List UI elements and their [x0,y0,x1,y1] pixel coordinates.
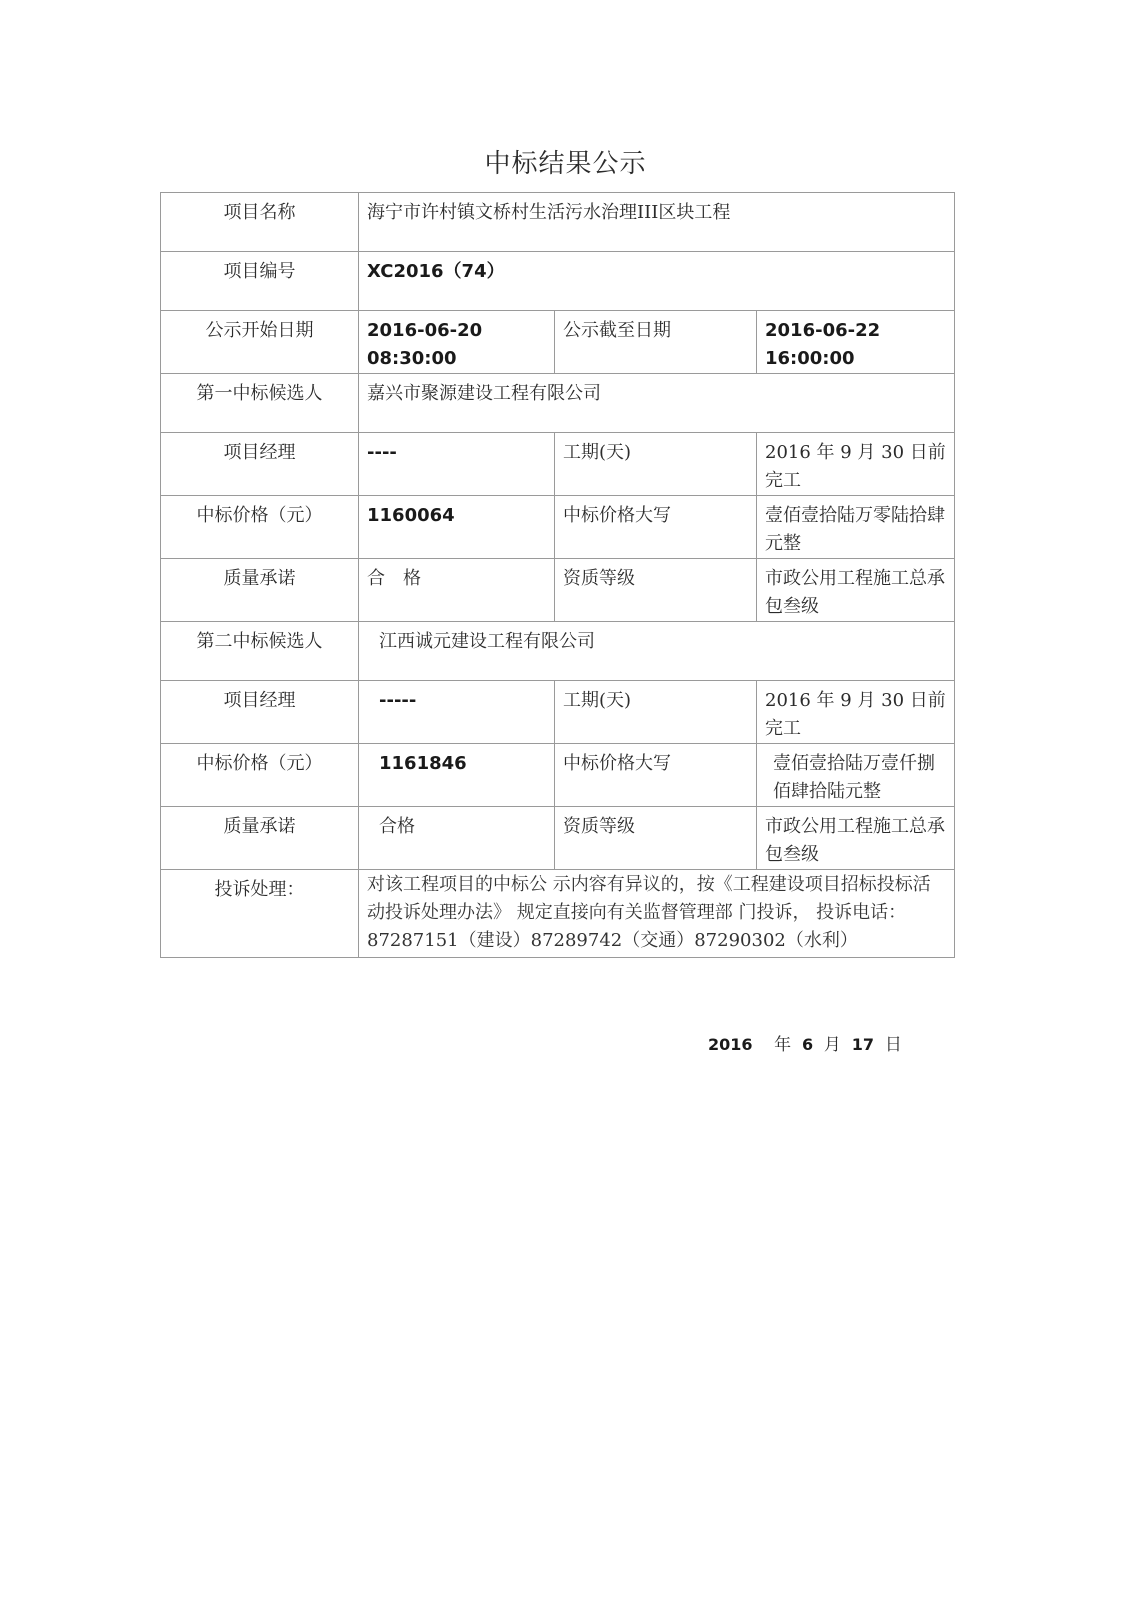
candidate-2-quality-label: 质量承诺 [161,807,359,870]
candidate-2-price-label: 中标价格（元） [161,744,359,807]
candidate-2-manager: ----- [359,681,555,744]
candidate-1-qual-label: 资质等级 [555,559,757,622]
candidate-2-company: 江西诚元建设工程有限公司 [359,622,955,681]
candidate-1-company: 嘉兴市聚源建设工程有限公司 [359,374,955,433]
date-month: 6 [801,1035,814,1054]
candidate-2-duration-label: 工期(天) [555,681,757,744]
end-date-label: 公示截至日期 [555,311,757,374]
table-row [161,681,955,744]
project-no-value: XC2016（74） [359,252,955,311]
candidate-2-duration: 2016 年 9 月 30 日前完工 [757,681,955,744]
candidate-2-rank-label: 第二中标候选人 [161,622,359,681]
candidate-2-qual-label: 资质等级 [555,807,757,870]
table-row [161,311,955,374]
table-row [161,193,955,252]
candidate-1-manager-label: 项目经理 [161,433,359,496]
start-date-value: 2016-06-20 08:30:00 [359,311,555,374]
candidate-2-manager-label: 项目经理 [161,681,359,744]
table-row [161,559,955,622]
candidate-2-price-words: 壹佰壹拾陆万壹仟捌佰肆拾陆元整 [757,744,955,807]
table-row [161,496,955,559]
date-year: 2016 [708,1035,753,1054]
date-day-char: 日 [884,1035,902,1055]
candidate-2-price: 1161846 [359,744,555,807]
candidate-1-qualification: 市政公用工程施工总承包叁级 [757,559,955,622]
candidate-1-price-words-label: 中标价格大写 [555,496,757,559]
issue-date [708,1030,902,1055]
candidate-1-price-label: 中标价格（元） [161,496,359,559]
complaint-text: 对该工程项目的中标公 示内容有异议的，按《工程建设项目招标投标活动投诉处理办法》 规定直接向有关监督管理部 门投诉， 投诉电话：87287151（建设）87289742（交通）87290302（水利） [359,870,955,958]
end-date-value: 2016-06-22 16:00:00 [757,311,955,374]
table-row [161,622,955,681]
candidate-1-duration-label: 工期(天) [555,433,757,496]
project-name-label: 项目名称 [161,193,359,252]
candidate-2-price-words-label: 中标价格大写 [555,744,757,807]
candidate-1-quality: 合 格 [359,559,555,622]
notice-table [160,192,955,958]
table-row [161,807,955,870]
candidate-2-quality: 合格 [359,807,555,870]
table-row [161,374,955,433]
candidate-1-price: 1160064 [359,496,555,559]
project-no-label: 项目编号 [161,252,359,311]
candidate-1-rank-label: 第一中标候选人 [161,374,359,433]
candidate-1-duration: 2016 年 9 月 30 日前完工 [757,433,955,496]
table-row [161,252,955,311]
candidate-2-qualification: 市政公用工程施工总承包叁级 [757,807,955,870]
candidate-1-quality-label: 质量承诺 [161,559,359,622]
project-name-value: 海宁市许村镇文桥村生活污水治理III区块工程 [359,193,955,252]
date-month-char: 月 [823,1035,841,1055]
date-day: 17 [851,1035,874,1054]
date-year-char: 年 [774,1035,792,1055]
complaint-label: 投诉处理： [161,870,359,958]
page-title: 中标结果公示 [484,149,647,179]
table-row [161,744,955,807]
candidate-1-manager: ---- [359,433,555,496]
start-date-label: 公示开始日期 [161,311,359,374]
candidate-1-price-words: 壹佰壹拾陆万零陆拾肆元整 [757,496,955,559]
table-row [161,870,955,958]
table-row [161,433,955,496]
